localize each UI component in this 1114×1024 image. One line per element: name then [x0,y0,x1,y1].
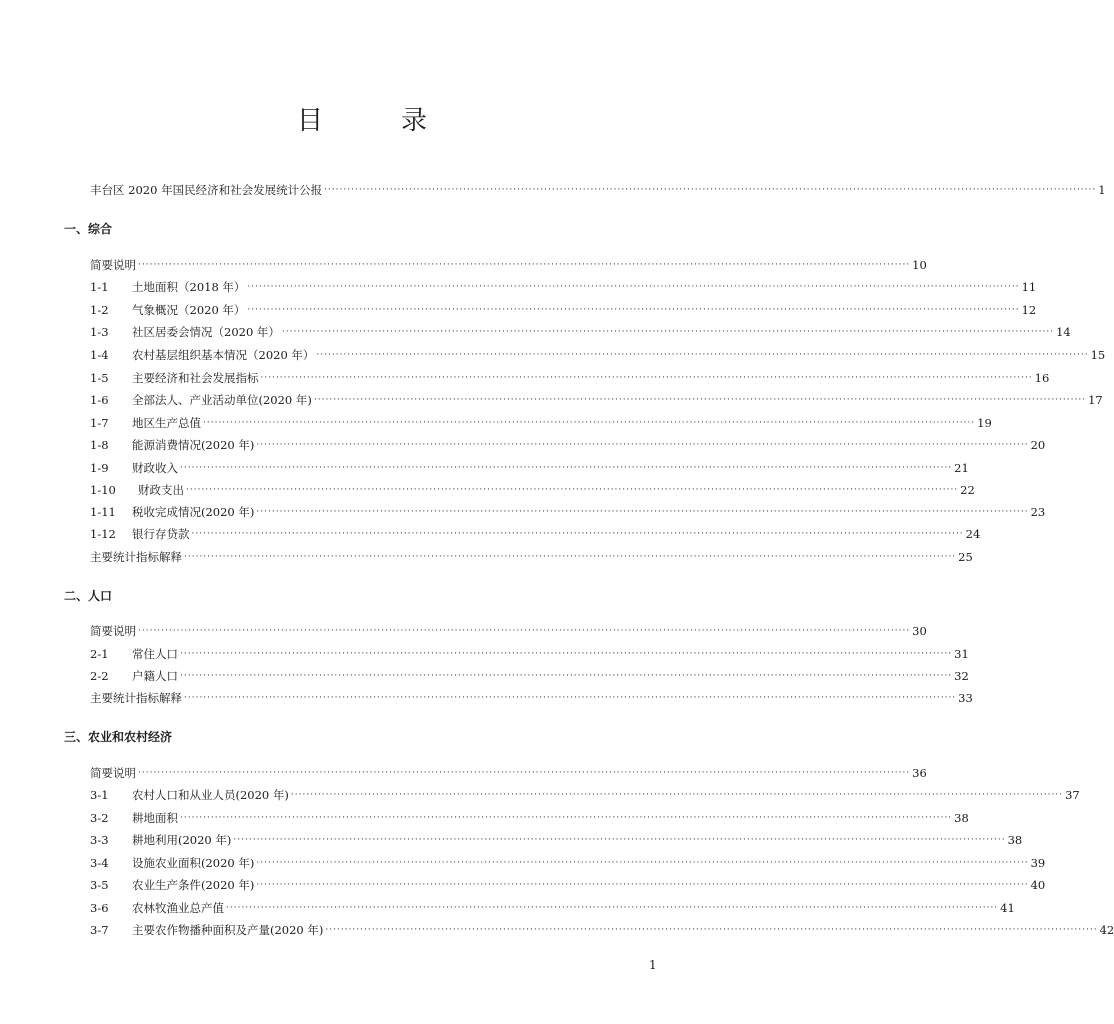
toc-entry-number: 1-9 [90,461,109,475]
toc-entry-label: 主要统计指标解释 [90,550,182,564]
toc-entry[interactable] [90,764,927,782]
toc-entry-label: 农业生产条件(2020 年) [132,878,255,892]
toc-entry-page: 38 [1007,833,1023,847]
toc-entry-label: 简要说明 [90,258,136,272]
toc-entry-label: 丰台区 2020 年国民经济和社会发展统计公报 [90,183,323,197]
dot-leader: ········································································································································································································ [247,282,1020,292]
toc-entry-label: 设施农业面积(2020 年) [132,856,255,870]
toc-entry[interactable] [90,809,969,827]
dot-leader: ········································································································································································································ [247,305,1020,315]
page-title: 目 录 [296,106,453,136]
dot-leader: ········································································································································································································ [324,185,1097,195]
dot-leader: ········································································································································································································ [316,350,1089,360]
toc-entry-page: 24 [965,527,981,541]
toc-entry[interactable] [90,876,1046,894]
toc-entry-label: 财政支出 [138,483,184,497]
toc-entry-number: 1-4 [90,348,109,362]
toc-entry-number: 1-6 [90,393,109,407]
toc-entry-number: 1-3 [90,325,109,339]
dot-leader: ········································································································································································································ [184,693,957,703]
dot-leader: ········································································································································································································ [256,880,1029,890]
dot-leader: ········································································································································································································ [191,529,964,539]
toc-entry-number: 1-8 [90,438,109,452]
dot-leader: ········································································································································································································ [184,552,957,562]
toc-entry-page: 41 [1000,901,1015,915]
toc-entry-page: 17 [1088,393,1103,407]
toc-entry-number: 3-4 [90,856,109,870]
toc-entry-page: 14 [1056,325,1071,339]
toc-entry-label: 简要说明 [90,624,136,638]
toc-entry[interactable] [90,414,992,432]
toc-entry-page: 30 [912,624,927,638]
toc-entry[interactable] [90,689,973,707]
toc-entry-page: 31 [954,647,969,661]
toc-entry-page: 39 [1030,856,1046,870]
dot-leader: ········································································································································································································ [180,463,953,473]
section-heading: 二、人口 [64,589,113,603]
toc-entry[interactable] [90,323,1071,341]
toc-entry-number: 1-2 [90,303,109,317]
toc-entry[interactable] [90,786,1080,804]
toc-entry-page: 16 [1034,371,1050,385]
dot-leader: ········································································································································································································ [186,485,959,495]
toc-entry[interactable] [90,278,1037,296]
toc-entry[interactable] [90,622,927,640]
toc-entry-label: 主要经济和社会发展指标 [132,371,259,385]
toc-entry-label: 农林牧渔业总产值 [132,901,224,915]
page-number: 1 [649,958,657,972]
toc-entry[interactable] [90,369,1050,387]
toc-entry[interactable] [90,481,975,499]
toc-entry-page: 40 [1030,878,1046,892]
toc-entry[interactable] [90,548,973,566]
toc-entry[interactable] [90,436,1046,454]
toc-entry-page: 22 [960,483,975,497]
dot-leader: ········································································································································································································ [138,768,911,778]
section-heading: 一、综合 [64,222,113,236]
toc-entry-number: 1-12 [90,527,116,541]
toc-entry-page: 42 [1099,923,1114,937]
dot-leader: ········································································································································································································ [256,440,1029,450]
dot-leader: ········································································································································································································ [138,260,911,270]
toc-entry-page: 25 [958,550,973,564]
toc-entry-page: 10 [912,258,927,272]
toc-entry-label: 土地面积（2018 年） [132,280,246,294]
toc-entry[interactable] [90,854,1046,872]
toc-entry-number: 3-2 [90,811,109,825]
toc-entry-label: 税收完成情况(2020 年) [132,505,255,519]
toc-entry-page: 38 [954,811,969,825]
toc-entry[interactable] [90,459,969,477]
toc-entry-label: 常住人口 [132,647,178,661]
toc-entry-page: 32 [954,669,969,683]
toc-entry-page: 12 [1021,303,1037,317]
toc-entry-label: 主要统计指标解释 [90,691,182,705]
toc-entry[interactable] [90,667,969,685]
toc-entry[interactable] [90,525,981,543]
dot-leader: ········································································································································································································ [180,813,953,823]
dot-leader: ········································································································································································································ [180,649,953,659]
dot-leader: ········································································································································································································ [233,835,1006,845]
toc-entry-page: 37 [1065,788,1080,802]
toc-entry[interactable] [90,831,1023,849]
toc-entry-page: 20 [1030,438,1046,452]
toc-entry[interactable] [90,391,1103,409]
toc-entry-intro[interactable] [90,181,1106,199]
toc-entry-number: 3-5 [90,878,109,892]
toc-entry[interactable] [90,256,927,274]
toc-entry-number: 2-2 [90,669,109,683]
dot-leader: ········································································································································································································ [256,858,1029,868]
toc-entry-label: 能源消费情况(2020 年) [132,438,255,452]
toc-entry-number: 3-6 [90,901,109,915]
toc-entry-number: 1-5 [90,371,109,385]
toc-entry-label: 地区生产总值 [132,416,201,430]
toc-entry-label: 户籍人口 [132,669,178,683]
toc-entry-page: 21 [954,461,969,475]
dot-leader: ········································································································································································································ [313,395,1087,405]
toc-entry-number: 2-1 [90,647,109,661]
toc-entry-label: 银行存贷款 [132,527,190,541]
dot-leader: ········································································································································································································ [325,925,1098,935]
toc-entry-number: 1-11 [90,505,116,519]
toc-entry-page: 1 [1098,183,1106,197]
toc-entry-number: 1-1 [90,280,109,294]
toc-entry-number: 1-10 [90,483,116,497]
toc-entry-label: 农村基层组织基本情况（2020 年） [132,348,315,362]
toc-entry-number: 3-3 [90,833,109,847]
toc-entry-label: 简要说明 [90,766,136,780]
toc-entry-page: 15 [1090,348,1106,362]
toc-entry-label: 财政收入 [132,461,178,475]
dot-leader: ········································································································································································································ [226,903,999,913]
toc-entry[interactable] [90,645,969,663]
toc-entry-number: 3-7 [90,923,109,937]
dot-leader: ········································································································································································································ [138,626,911,636]
dot-leader: ········································································································································································································ [290,790,1064,800]
toc-entry-label: 耕地利用(2020 年) [132,833,232,847]
toc-entry-page: 19 [977,416,992,430]
toc-entry-page: 33 [958,691,973,705]
dot-leader: ········································································································································································································ [256,507,1029,517]
toc-entry-label: 农村人口和从业人员(2020 年) [132,788,289,802]
toc-entry-label: 耕地面积 [132,811,178,825]
toc-entry[interactable] [90,921,1114,939]
toc-entry-label: 气象概况（2020 年） [132,303,246,317]
dot-leader: ········································································································································································································ [260,373,1033,383]
toc-entry-label: 主要农作物播种面积及产量(2020 年) [132,923,324,937]
toc-entry-page: 23 [1030,505,1046,519]
toc-entry-label: 全部法人、产业活动单位(2020 年) [132,393,312,407]
toc-entry[interactable] [90,503,1046,521]
toc-entry-number: 3-1 [90,788,109,802]
dot-leader: ········································································································································································································ [281,327,1055,337]
toc-entry-page: 11 [1021,280,1037,294]
toc-entry-page: 36 [912,766,927,780]
toc-entry[interactable] [90,346,1106,364]
toc-entry[interactable] [90,301,1037,319]
toc-entry[interactable] [90,899,1015,917]
dot-leader: ········································································································································································································ [203,418,976,428]
toc-entry-number: 1-7 [90,416,109,430]
section-heading: 三、农业和农村经济 [64,730,173,744]
dot-leader: ········································································································································································································ [180,671,953,681]
toc-entry-label: 社区居委会情况（2020 年） [132,325,280,339]
